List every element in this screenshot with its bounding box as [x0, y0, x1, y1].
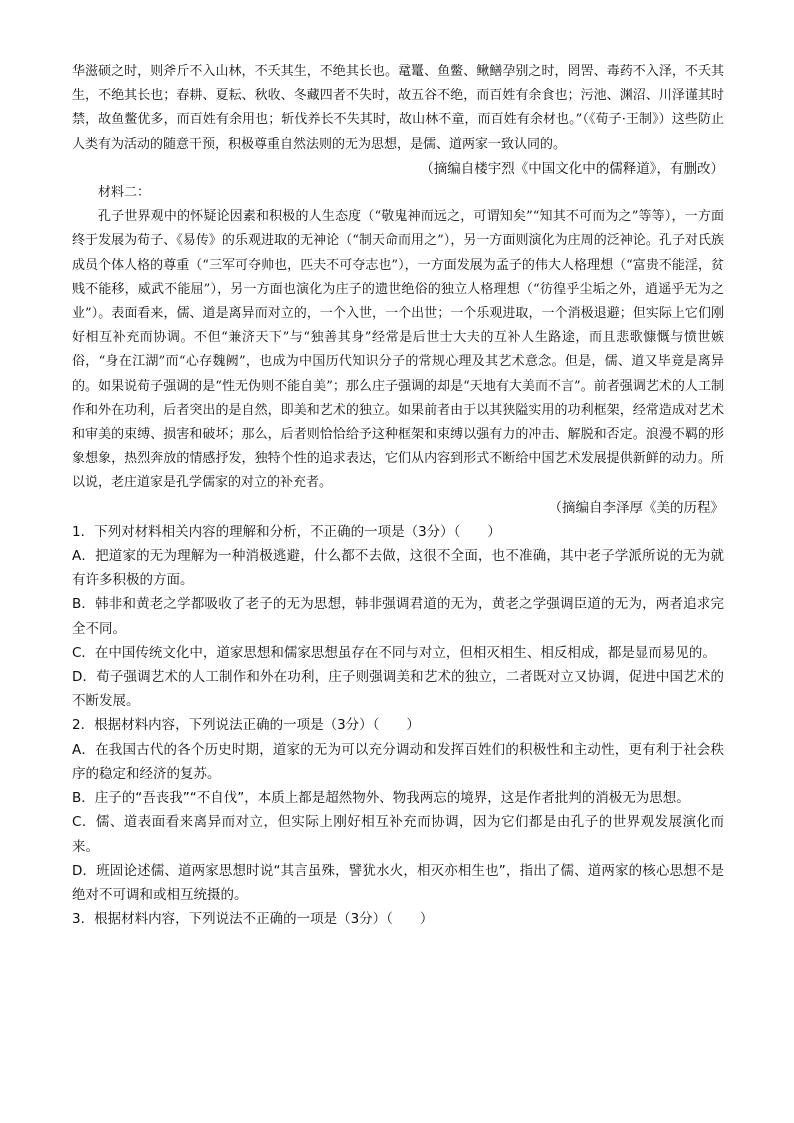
question-1-stem: 1．下列对材料相关内容的理解和分析，不正确的一项是（3分）（ ） — [72, 523, 501, 540]
material1-tail-paragraph: 华滋硕之时，则斧斤不入山林，不夭其生，不绝其长也。鼋鼍、鱼鳖、鳅鳝孕别之时，罔罟、毒药不入泽，不夭其生，不绝其长也；春耕、夏耘、秋收、冬藏四者不失时，故五谷不绝，而百姓有余食也；污池、渊沼、川泽谨其时禁，故鱼鳖优多，而百姓有余用也；斩伐养长不失其时，故山林不童，而百姓有余材也。”（《荀子·王制》）这些防止人类有为活动的随意干预，积极尊重自然法则的无为思想，是儒、道两家一致认同的。 — [72, 64, 724, 152]
question-2-option-b: B．庄子的“吾丧我”“不自伐”，本质上都是超然物外、物我两忘的境界，这是作者批判的消极无为思想。 — [72, 790, 690, 807]
material2-body-paragraph: 孔子世界观中的怀疑论因素和积极的人生态度（“敬鬼神而远之，可谓知矣”“知其不可而为之”等等），一方面终于发展为荀子、《易传》的乐观进取的无神论（“制天命而用之”），另一方面则演化为庄周的泛神论。孔子对氏族成员个体人格的尊重（“三军可夺帅也，匹夫不可夺志也”），一方面发展为孟子的伟大人格理想（“富贵不能淫，贫贱不能移，威武不能屈”），另一方面也演化为庄子的遗世绝俗的独立人格理想（“彷徨乎尘垢之外，逍遥乎无为之业”）。表面看来，儒、道是离异而对立的，一个入世，一个出世；一个乐观进取，一个消极退避；但实际上它们刚好相互补充而协调。不但“兼济天下”与“独善其身”经常是后世士大夫的互补人生路途，而且悲歌慷慨与愤世嫉俗，“身在江湖”而“心存魏阙”，也成为中国历代知识分子的常规心理及其艺术意念。但是，儒、道又毕竟是离异的。如果说荀子强调的是“性无伪则不能自美”；那么庄子强调的却是“天地有大美而不言”。前者强调艺术的人工制作和外在功利，后者突出的是自然，即美和艺术的独立。如果前者由于以其狭隘实用的功利框架，经常造成对艺术和审美的束缚、损害和破坏；那么，后者则恰恰给予这种框架和束缚以强有力的冲击、解脱和否定。浪漫不羁的形象想象，热烈奔放的情感抒发，独特个性的追求表达，它们从内容到形式不断给中国艺术发展提供新鲜的动力。所以说，老庄道家是孔学儒家的对立的补充者。 — [72, 209, 724, 491]
exam-page — [72, 60, 724, 931]
material2-label: 材料二： — [98, 185, 151, 201]
question-2-option-d: D．班固论述儒、道两家思想时说“其言虽殊，譬犹水火，相灭亦相生也”，指出了儒、道两家的核心思想不是绝对不可调和或相互统摄的。 — [72, 862, 724, 903]
material2-source: （摘编自李泽厚《美的历程》 — [548, 499, 724, 516]
question-2-option-a: A．在我国古代的各个历史时期，道家的无为可以充分调动和发挥百姓们的积极性和主动性，更有利于社会秩序的稳定和经济的复苏。 — [72, 741, 724, 782]
question-2-stem: 2．根据材料内容，下列说法正确的一项是（3分）（ ） — [72, 717, 420, 734]
question-1-option-b: B．韩非和黄老之学都吸收了老子的无为思想，韩非强调君道的无为，黄老之学强调臣道的无为，两者追求完全不同。 — [72, 596, 724, 637]
question-1-option-a: A．把道家的无为理解为一种消极逃避，什么都不去做，这很不全面，也不准确，其中老子学派所说的无为就有许多积极的方面。 — [72, 548, 724, 589]
question-2-option-c: C．儒、道表面看来离异而对立，但实际上刚好相互补充而协调，因为它们都是由孔子的世界观发展演化而来。 — [72, 814, 724, 855]
question-1 — [72, 520, 724, 714]
question-2 — [72, 713, 724, 907]
question-3-stem: 3．根据材料内容，下列说法不正确的一项是（3分）（ ） — [72, 911, 434, 928]
question-1-option-d: D．荀子强调艺术的人工制作和外在功利，庄子则强调美和艺术的独立，二者既对立又协调，促进中国艺术的不断发展。 — [72, 669, 724, 710]
question-1-option-c: C．在中国传统文化中，道家思想和儒家思想虽存在不同与对立，但相灭相生、相反相成，都是显而易见的。 — [72, 644, 716, 661]
question-3 — [72, 907, 724, 931]
material1-source: （摘编自楼宇烈《中国文化中的儒释道》，有删改） — [420, 160, 724, 177]
